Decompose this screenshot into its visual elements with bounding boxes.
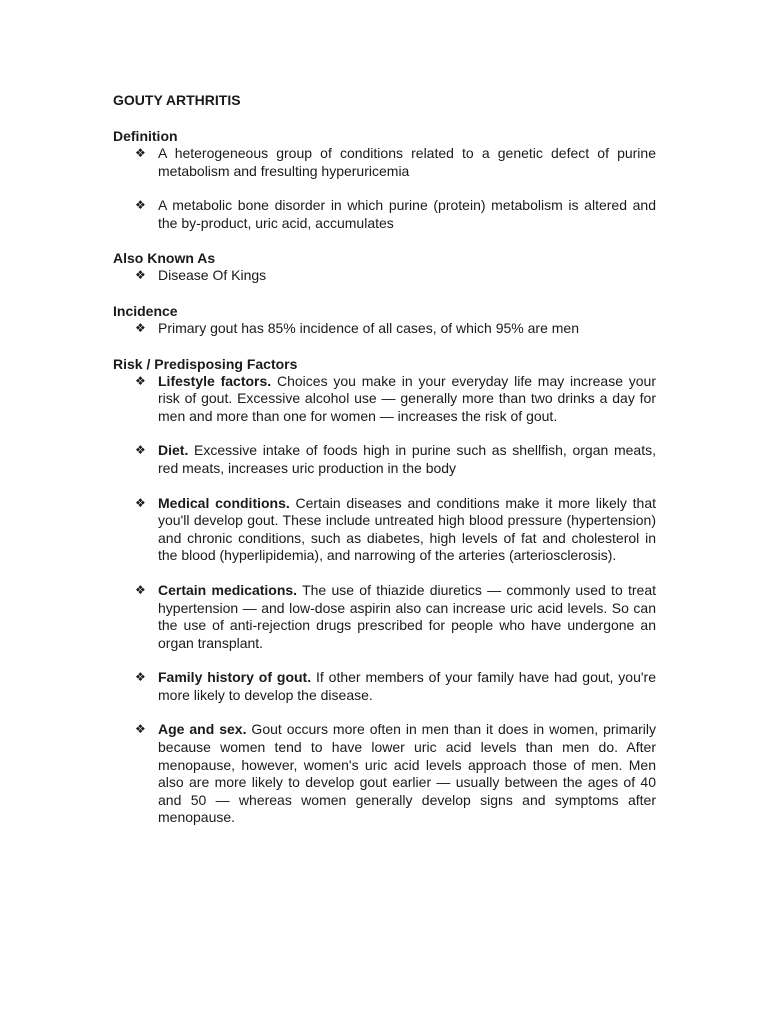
diamond-bullet-icon: ❖: [135, 582, 146, 597]
list-item: [113, 267, 656, 285]
document-title: GOUTY ARTHRITIS: [113, 92, 241, 108]
sections-container: [113, 127, 656, 827]
document-body: [113, 91, 656, 844]
section-heading: Risk / Predisposing Factors: [113, 355, 298, 372]
section-definition: [113, 127, 656, 232]
bullet-text: If other members of your family have had gout, you're more likely to develop the disease.: [158, 669, 656, 703]
diamond-bullet-icon: ❖: [135, 722, 146, 737]
bullet-text: A heterogeneous group of conditions related to a genetic defect of purine metabolism and fresulting hyperuricemia: [158, 145, 656, 179]
bullet-list: [113, 320, 656, 338]
list-item: [113, 197, 656, 232]
bullet-list: [113, 145, 656, 232]
bullet-text: A metabolic bone disorder in which purine (protein) metabolism is altered and the by-product, uric acid, accumulates: [158, 197, 656, 231]
section-heading: Also Known As: [113, 250, 216, 267]
diamond-bullet-icon: ❖: [135, 373, 146, 388]
list-item: [113, 582, 656, 652]
bullet-term: Age and sex.: [158, 721, 247, 738]
section-heading: Incidence: [113, 302, 178, 319]
bullet-text: Certain diseases and conditions make it more likely that you'll develop gout. These include untreated high blood pressure (hypertension) and chronic conditions, such as diabetes, high levels of fat and cholesterol in the blood (hyperlipidemia), and narrowing of the arteries (arteriosclerosis).: [158, 494, 656, 564]
bullet-term: Diet.: [158, 442, 189, 459]
list-item: [113, 145, 656, 180]
bullet-text: The use of thiazide diuretics — commonly used to treat hypertension — and low-dose aspirin also can increase uric acid levels. So can the use of anti-rejection drugs prescribed for people who have undergone an organ transplant.: [158, 581, 656, 651]
bullet-term: Certain medications.: [158, 581, 298, 598]
diamond-bullet-icon: ❖: [135, 268, 146, 283]
list-item: [113, 442, 656, 477]
bullet-term: Lifestyle factors.: [158, 372, 272, 389]
bullet-list: [113, 373, 656, 827]
bullet-list: [113, 267, 656, 285]
section-heading: Definition: [113, 128, 178, 144]
bullet-text: Disease Of Kings: [158, 267, 267, 284]
bullet-term: Family history of gout.: [158, 669, 312, 686]
diamond-bullet-icon: ❖: [135, 320, 146, 335]
diamond-bullet-icon: ❖: [135, 495, 146, 510]
bullet-text: Gout occurs more often in men than it does in women, primarily because women tend to have lower uric acid levels than men do. After menopause, however, women's uric acid levels approach those of men. Men also are more likely to develop gout earlier — usually between the ages of 40 and 50 — whereas women generally develop signs and symptoms after menopause.: [158, 721, 656, 826]
bullet-text: Choices you make in your everyday life may increase your risk of gout. Excessive alcohol use — generally more than two drinks a day for men and more than one for women — increases the risk of gout.: [158, 372, 657, 424]
list-item: [113, 721, 656, 827]
diamond-bullet-icon: ❖: [135, 443, 146, 458]
bullet-text: Excessive intake of foods high in purine such as shellfish, organ meats, red meats, increases uric production in the body: [158, 442, 656, 476]
section-also-known-as: [113, 249, 656, 285]
bullet-text: Primary gout has 85% incidence of all cases, of which 95% are men: [158, 319, 579, 336]
diamond-bullet-icon: ❖: [135, 146, 146, 160]
section-risk-predisposing-factors: [113, 355, 656, 827]
bullet-term: Medical conditions.: [158, 494, 290, 511]
list-item: [113, 320, 656, 338]
list-item: [113, 495, 656, 565]
diamond-bullet-icon: ❖: [135, 198, 146, 213]
list-item: [113, 373, 656, 426]
section-incidence: [113, 302, 656, 338]
list-item: [113, 669, 656, 704]
diamond-bullet-icon: ❖: [135, 670, 146, 685]
